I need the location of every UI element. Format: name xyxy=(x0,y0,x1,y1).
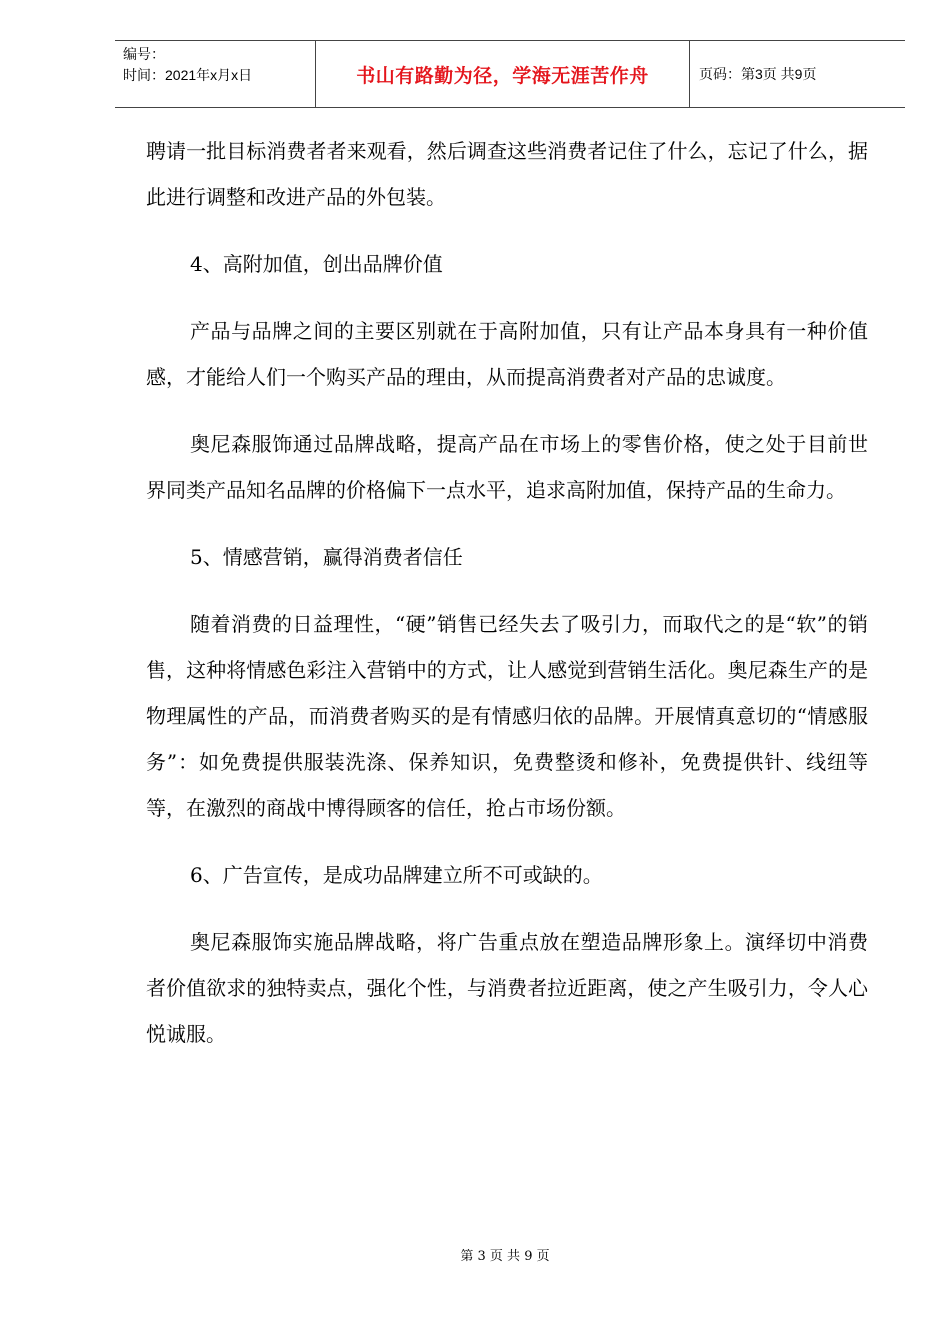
header-page-info xyxy=(690,41,905,107)
number-label: 编号： xyxy=(123,46,165,62)
page-footer: 第 3 页 共 9 页 xyxy=(460,1249,550,1264)
header-motto: 书山有路勤为径，学海无涯苦作舟 xyxy=(316,41,690,107)
section-heading-5: 5、情感营销，赢得消费者信任 xyxy=(190,545,463,569)
paragraph: 随着消费的日益理性，“硬”销售已经失去了吸引力，而取代之的是“软”的销售，这种将情感色彩注入营销中的方式，让人感觉到营销生活化。奥尼森生产的是物理属性的产品，而消费者购买的是有情感归依的品牌。开展情真意切的“情感服务”：如免费提供服装洗涤、保养知识，免费整烫和修补，免费提供针、线纽等等，在激烈的商战中博得顾客的信任，抢占市场份额。 xyxy=(146,612,868,820)
document-body xyxy=(146,128,868,1078)
paragraph: 产品与品牌之间的主要区别就在于高附加值，只有让产品本身具有一种价值感，才能给人们一个购买产品的理由，从而提高消费者对产品的忠诚度。 xyxy=(146,319,868,389)
page-info-text: 页码：第3页 共9页 xyxy=(699,66,817,82)
paragraph: 奥尼森服饰通过品牌战略，提高产品在市场上的零售价格，使之处于目前世界同类产品知名品牌的价格偏下一点水平，追求高附加值，保持产品的生命力。 xyxy=(146,432,868,502)
paragraph: 奥尼森服饰实施品牌战略，将广告重点放在塑造品牌形象上。演绎切中消费者价值欲求的独特卖点，强化个性，与消费者拉近距离，使之产生吸引力，令人心悦诚服。 xyxy=(146,930,868,1046)
section-heading-4: 4、高附加值，创出品牌价值 xyxy=(190,252,443,276)
time-label: 时间：2021年x月x日 xyxy=(123,67,253,83)
section-heading-6: 6、广告宣传，是成功品牌建立所不可或缺的。 xyxy=(190,863,603,887)
header-meta xyxy=(115,41,316,107)
page-header xyxy=(115,40,905,108)
paragraph-continued: 聘请一批目标消费者者来观看，然后调查这些消费者记住了什么，忘记了什么，据此进行调整和改进产品的外包装。 xyxy=(146,139,868,209)
